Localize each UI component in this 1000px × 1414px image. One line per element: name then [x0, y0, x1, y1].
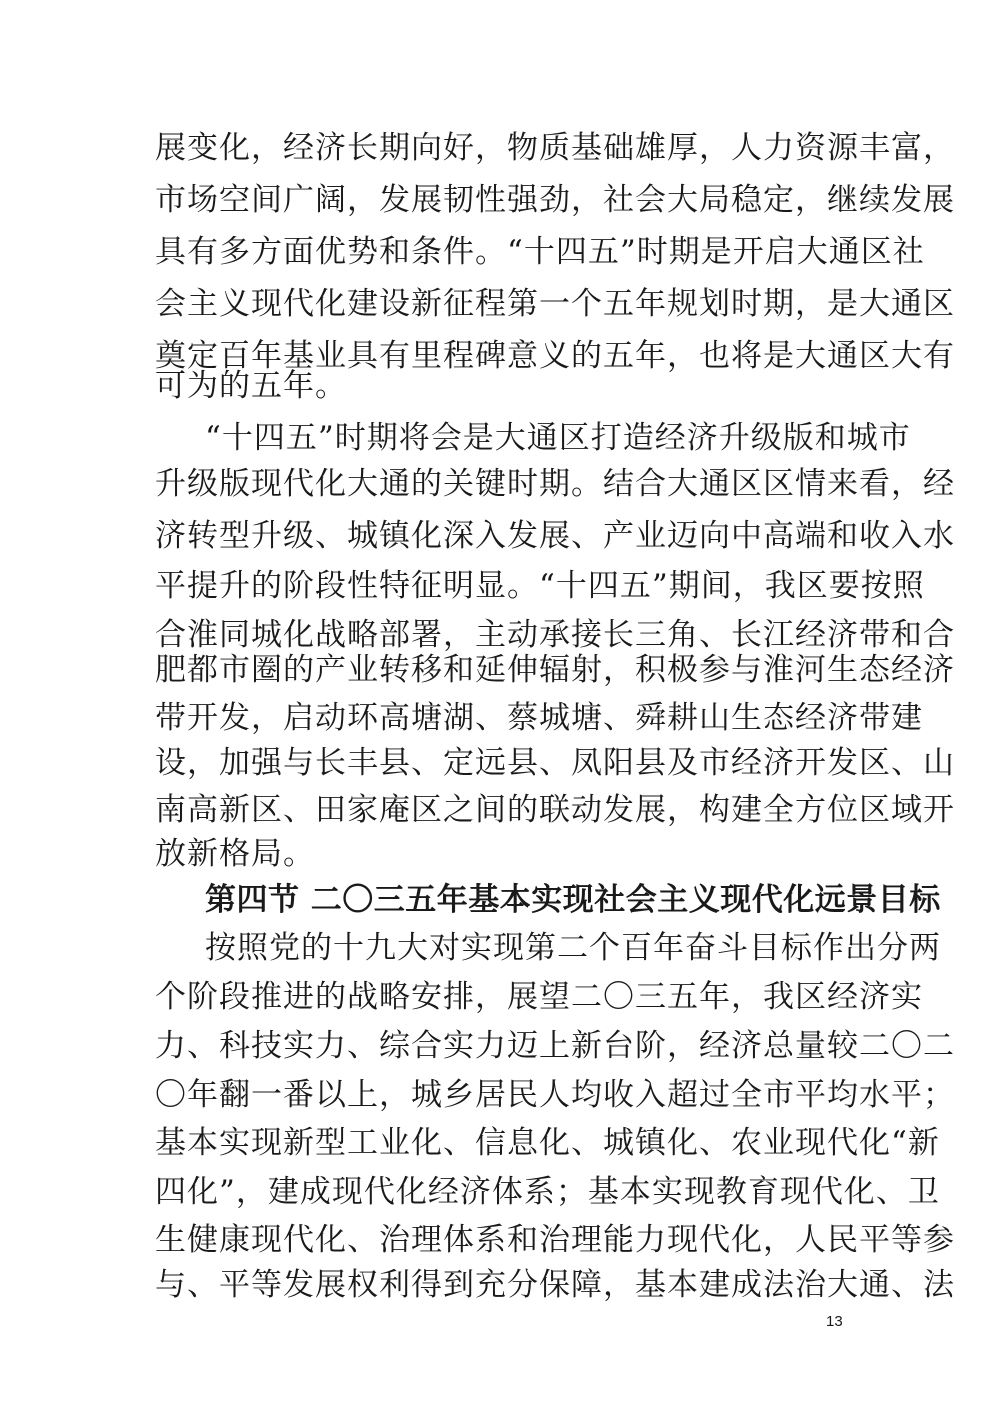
text-line: 肥都市圈的产业转移和延伸辐射，积极参与淮河生态经济 [155, 652, 955, 688]
text-line: 四化”，建成现代化经济体系；基本实现教育现代化、卫 [155, 1174, 940, 1210]
section-heading: 第四节 二〇三五年基本实现社会主义现代化远景目标 [205, 882, 941, 918]
text-line: 生健康现代化、治理体系和治理能力现代化，人民平等参 [155, 1222, 955, 1258]
text-line: 力、科技实力、综合实力迈上新台阶，经济总量较二〇二 [155, 1028, 955, 1064]
text-line: 会主义现代化建设新征程第一个五年规划时期，是大通区 [155, 286, 955, 322]
text-line: 升级版现代化大通的关键时期。结合大通区区情来看，经 [155, 466, 955, 502]
page-number: 13 [826, 1313, 843, 1330]
text-line: “十四五”时期将会是大通区打造经济升级版和城市 [205, 420, 911, 456]
text-line: 济转型升级、城镇化深入发展、产业迈向中高端和收入水 [155, 518, 955, 554]
text-line: 〇年翻一番以上，城乡居民人均收入超过全市平均水平； [155, 1077, 955, 1113]
text-line: 与、平等发展权利得到充分保障，基本建成法治大通、法 [155, 1267, 955, 1303]
text-line: 放新格局。 [155, 836, 315, 872]
text-line: 可为的五年。 [155, 368, 347, 404]
text-line: 平提升的阶段性特征明显。“十四五”期间，我区要按照 [155, 568, 925, 604]
text-line: 基本实现新型工业化、信息化、城镇化、农业现代化“新 [155, 1125, 940, 1161]
text-line: 设，加强与长丰县、定远县、凤阳县及市经济开发区、山 [155, 745, 955, 781]
text-line: 个阶段推进的战略安排，展望二〇三五年，我区经济实 [155, 979, 923, 1015]
text-line: 具有多方面优势和条件。“十四五”时期是开启大通区社 [155, 234, 925, 270]
text-line: 南高新区、田家庵区之间的联动发展，构建全方位区域开 [155, 792, 955, 828]
text-line: 市场空间广阔，发展韧性强劲，社会大局稳定，继续发展 [155, 182, 955, 218]
text-line: 按照党的十九大对实现第二个百年奋斗目标作出分两 [205, 930, 941, 966]
text-line: 合淮同城化战略部署，主动承接长三角、长江经济带和合 [155, 617, 955, 653]
text-line: 奠定百年基业具有里程碑意义的五年，也将是大通区大有 [155, 338, 955, 374]
text-line: 展变化，经济长期向好，物质基础雄厚，人力资源丰富， [155, 130, 955, 166]
text-line: 带开发，启动环高塘湖、蔡城塘、舜耕山生态经济带建 [155, 700, 923, 736]
